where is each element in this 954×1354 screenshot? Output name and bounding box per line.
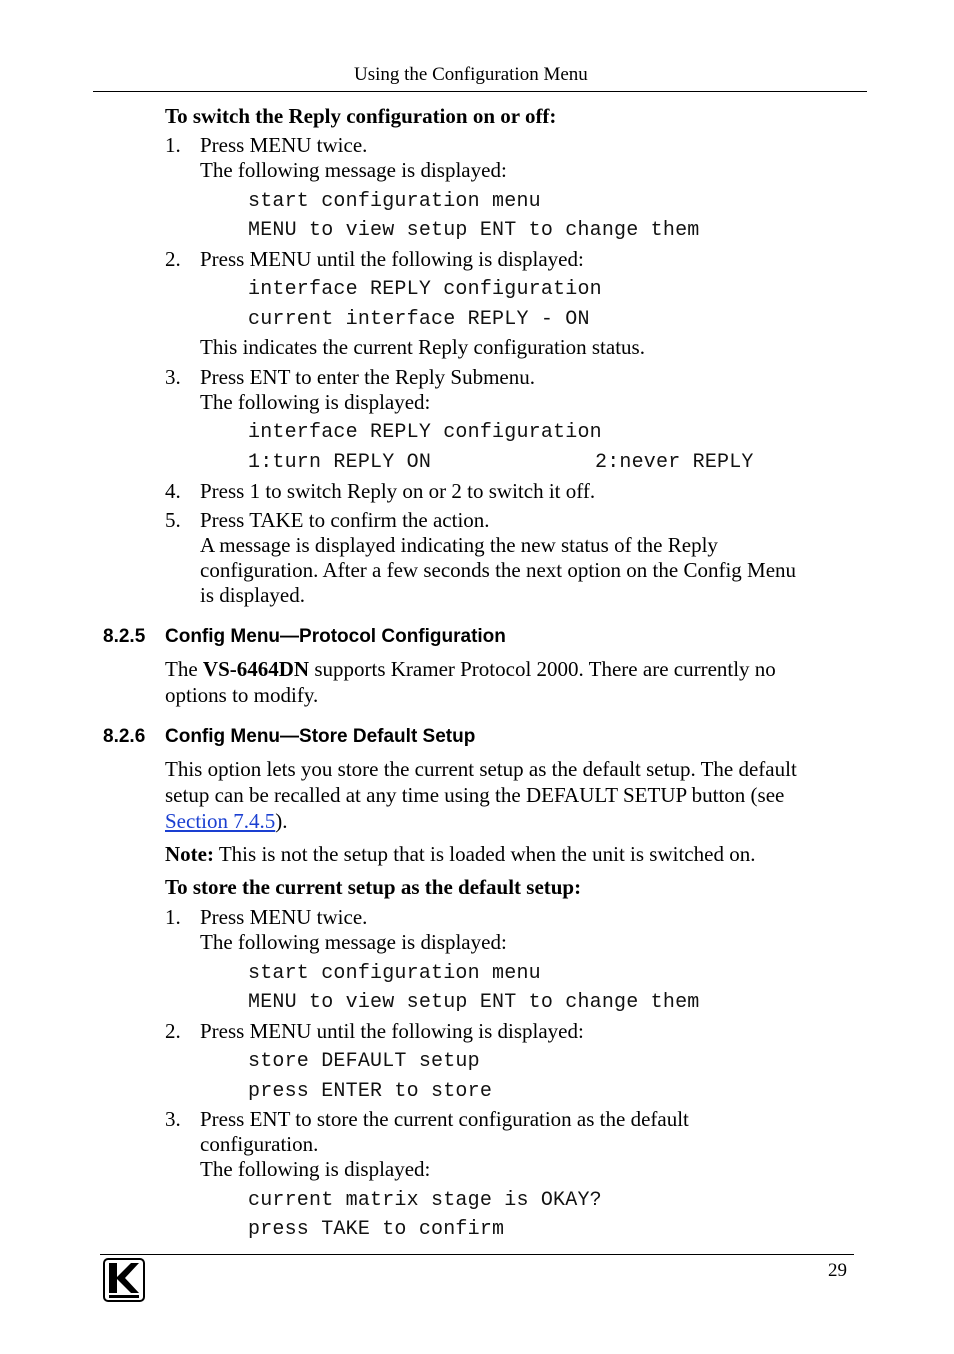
step-number: 2. [165, 247, 181, 271]
step-text: Press MENU twice. [200, 133, 368, 157]
kramer-logo-icon [103, 1258, 145, 1302]
product-name: VS-6464DN [202, 657, 310, 681]
step-number: 3. [165, 1107, 181, 1131]
step-text: Press ENT to enter the Reply Submenu. [200, 365, 535, 389]
paragraph-text: The [165, 657, 203, 681]
step-text: Press MENU until the following is displayed: [200, 1019, 584, 1043]
step-subtext: The following message is displayed: [200, 930, 507, 954]
code-line: current matrix stage is OKAY? [248, 1189, 602, 1212]
section-number: 8.2.6 [103, 726, 146, 747]
step-number: 1. [165, 905, 181, 929]
section-title: Config Menu—Store Default Setup [165, 726, 476, 747]
step-number: 2. [165, 1019, 181, 1043]
step-number: 4. [165, 479, 181, 503]
step-subtext: The following message is displayed: [200, 158, 507, 182]
section-link[interactable]: Section 7.4.5 [165, 809, 276, 833]
page-number: 29 [828, 1260, 847, 1281]
note-label: Note: [165, 842, 214, 866]
code-line: press TAKE to confirm [248, 1218, 505, 1241]
code-line: start configuration menu [248, 190, 541, 213]
section-title: Config Menu—Protocol Configuration [165, 626, 506, 647]
step-subtext: A message is displayed indicating the new status of the Reply [200, 533, 718, 557]
step-text: Press MENU until the following is displayed: [200, 247, 584, 271]
code-line: start configuration menu [248, 962, 541, 985]
step-text: configuration. [200, 1132, 319, 1156]
paragraph-text: ). [275, 809, 288, 833]
step-subtext: The following is displayed: [200, 390, 431, 414]
footer-rule [100, 1254, 854, 1255]
code-line: MENU to view setup ENT to change them [248, 991, 700, 1014]
step-subtext: configuration. After a few seconds the next option on the Config Menu [200, 558, 797, 582]
step-number: 1. [165, 133, 181, 157]
step-number: 5. [165, 508, 181, 532]
page-header-title: Using the Configuration Menu [354, 64, 588, 85]
header-rule [93, 91, 867, 92]
code-line: interface REPLY configuration [248, 278, 602, 301]
step-subtext: is displayed. [200, 583, 305, 607]
step-note: This indicates the current Reply configuration status. [200, 335, 645, 359]
code-line: interface REPLY configuration [248, 421, 602, 444]
code-line: current interface REPLY - ON [248, 308, 590, 331]
code-line: press ENTER to store [248, 1080, 493, 1103]
code-line: 2:never REPLY [595, 451, 754, 474]
paragraph-text: supports Kramer Protocol 2000. There are currently no [309, 657, 776, 681]
paragraph-link-line [165, 809, 288, 834]
step-text: Press ENT to store the current configuration as the default [200, 1107, 689, 1131]
paragraph-text: options to modify. [165, 683, 319, 707]
paragraph-text: This option lets you store the current setup as the default setup. The default [165, 757, 797, 781]
store-procedure-heading: To store the current setup as the default setup: [165, 875, 582, 899]
paragraph-text: setup can be recalled at any time using the DEFAULT SETUP button (see [165, 783, 785, 807]
step-number: 3. [165, 365, 181, 389]
step-text: Press MENU twice. [200, 905, 368, 929]
note-text: This is not the setup that is loaded when the unit is switched on. [213, 842, 756, 866]
code-line: 1:turn REPLY ON [248, 451, 432, 474]
step-text: Press TAKE to confirm the action. [200, 508, 490, 532]
note-line [165, 842, 755, 867]
step-text: Press 1 to switch Reply on or 2 to switch it off. [200, 479, 596, 503]
section-paragraph [165, 657, 776, 682]
code-line: MENU to view setup ENT to change them [248, 219, 700, 242]
reply-procedure-heading: To switch the Reply configuration on or off: [165, 104, 557, 128]
step-subtext: The following is displayed: [200, 1157, 431, 1181]
section-number: 8.2.5 [103, 626, 146, 647]
code-line: store DEFAULT setup [248, 1050, 480, 1073]
